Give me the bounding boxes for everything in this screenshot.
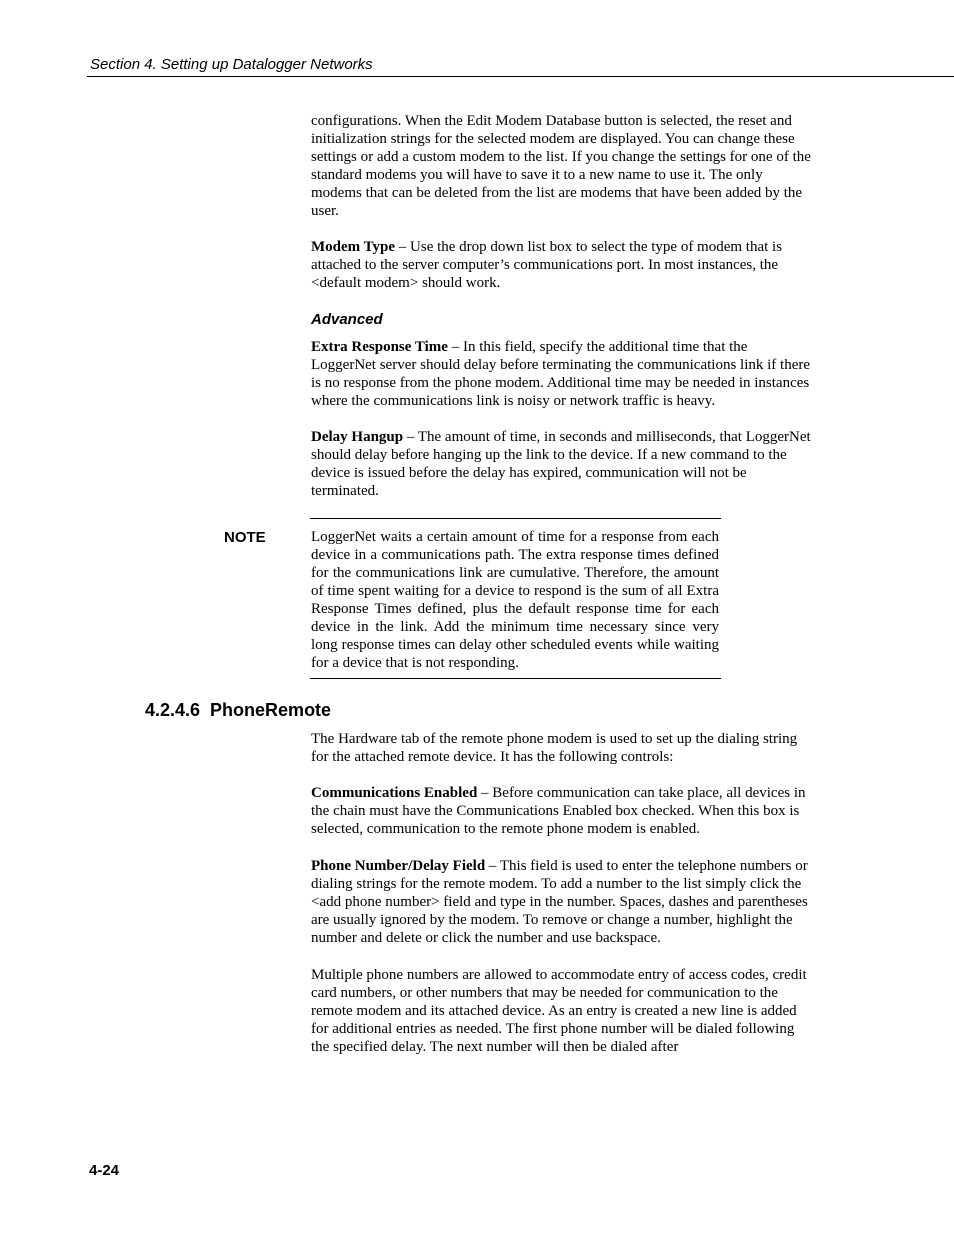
term-modem-type: Modem Type: [311, 239, 396, 255]
term-phone-number-delay: Phone Number/Delay Field: [311, 858, 486, 874]
section-heading: [145, 700, 331, 721]
desc-communications-enabled: – Before communication can take place, all devices in the chain must have the Communications Enabled box checked. When this box is selected, communication to the remote phone modem is enabled.: [311, 785, 806, 837]
paragraph-hardware-tab: The Hardware tab of the remote phone modem is used to set up the dialing string for the attached remote device. It has the following controls:: [311, 731, 798, 765]
paragraph-modem-database: configurations. When the Edit Modem Database button is selected, the reset and initialization strings for the selected modem are displayed. You can change these settings or add a custom modem to the list. If you change the settings for one of the standard modems you will have to save it to a new name to use it. The only modems that can be deleted from the list are modems that have been added by the user.: [311, 113, 811, 219]
page-number: 4-24: [89, 1162, 120, 1179]
note-text: LoggerNet waits a certain amount of time for a response from each device in a communications path. The extra response times defined for the communications link are cumulative. Therefore, the amount of time spent waiting for a device to respond is the sum of all Extra Response Times defined, plus the default response time for each device in the link. Add the minimum time necessary since very long response times can delay other scheduled events while waiting for a device that is not responding.: [311, 529, 719, 671]
phoneremote-block: [311, 730, 811, 1056]
paragraph-delay-hangup: [311, 428, 811, 500]
header-rule: [87, 76, 954, 77]
paragraph-extra-response-time: [311, 338, 811, 410]
subheading-advanced: Advanced: [311, 311, 383, 328]
term-delay-hangup: Delay Hangup: [311, 429, 404, 445]
term-extra-response-time: Extra Response Time: [311, 339, 448, 355]
desc-delay-hangup: – The amount of time, in seconds and milliseconds, that LoggerNet should delay before hanging up the link to the device. If a new command to the device is issued before the delay has expired, communication will not be terminated.: [311, 429, 811, 499]
paragraph-multiple-numbers: Multiple phone numbers are allowed to accommodate entry of access codes, credit card numbers, or other numbers that may be needed for communication to the remote modem and its attached device. As an entry is created a new line is added for additional entries as needed. The first phone number will be dialed following the specified delay. The next number will then be dialed after: [311, 967, 807, 1055]
advanced-block: [311, 338, 811, 500]
desc-modem-type: – Use the drop down list box to select the type of modem that is attached to the server computer’s communications port. In most instances, the <default modem> should work.: [311, 239, 783, 291]
intro-block: [311, 112, 811, 292]
note-label: NOTE: [224, 529, 266, 546]
paragraph-phone-number-delay: [311, 857, 811, 947]
paragraph-communications-enabled: [311, 784, 811, 838]
running-header: Section 4. Setting up Datalogger Networks: [90, 56, 373, 73]
desc-phone-number-delay: – This field is used to enter the telephone numbers or dialing strings for the remote modem. To add a number to the list simply click the <add phone number> field and type in the number. Spaces, dashes and parentheses are usually ignored by the modem. To remove or change a number, highlight the number and delete or click the number and use backspace.: [311, 858, 808, 946]
term-communications-enabled: Communications Enabled: [311, 785, 478, 801]
desc-extra-response-time: – In this field, specify the additional time that the LoggerNet server should delay before terminating the communications link if there is no response from the phone modem. Additional time may be needed in instances where the communications link is noisy or network traffic is heavy.: [311, 339, 811, 409]
paragraph-modem-type: [311, 238, 811, 292]
section-title: PhoneRemote: [210, 700, 332, 720]
section-number: 4.2.4.6: [145, 700, 201, 720]
